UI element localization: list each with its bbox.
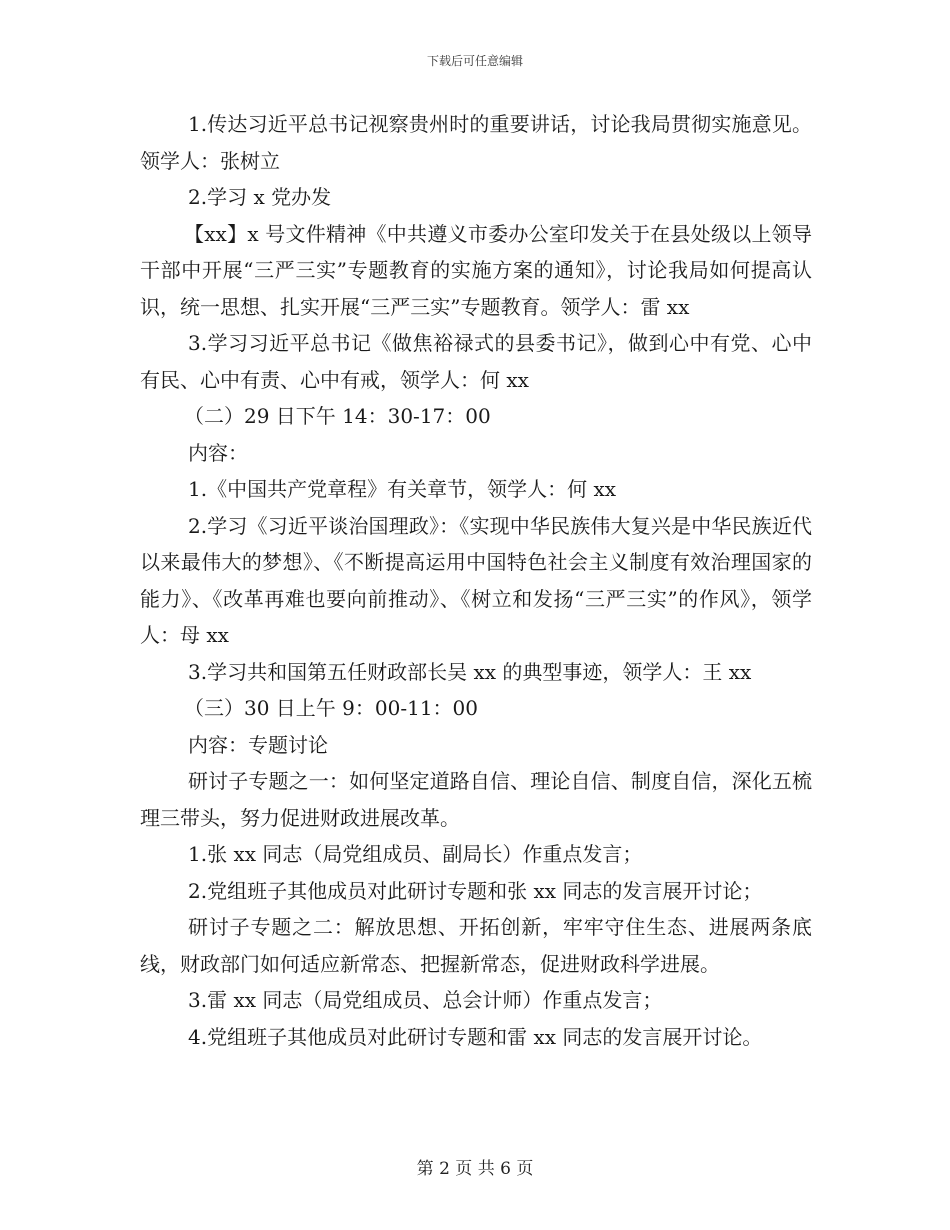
- paragraph: （二）29 日下午 14：30-17：00: [184, 404, 491, 428]
- paragraph: 内容：专题讨论: [188, 732, 328, 757]
- paragraph: 2.学习 x 党办发: [188, 185, 332, 209]
- paragraph: 3.学习共和国第五任财政部长吴 xx 的典型事迹，领学人：王 xx: [188, 659, 752, 684]
- paragraph: 内容：: [188, 440, 248, 465]
- paragraph: 1.《中国共产党章程》有关章节，领学人：何 xx: [188, 477, 616, 501]
- paragraph: 3.学习习近平总书记《做焦裕禄式的县委书记》，做到心中有党、心中有民、心中有责、心中有戒，领学人：何 xx: [140, 331, 812, 392]
- paragraph: 1.张 xx 同志（局党组成员、副局长）作重点发言；: [188, 842, 643, 866]
- paragraph: 研讨子专题之二：解放思想、开拓创新，牢牢守住生态、进展两条底线，财政部门如何适应新常态、把握新常态，促进财政科学进展。: [140, 915, 812, 976]
- paragraph: 1.传达习近平总书记视察贵州时的重要讲话，讨论我局贯彻实施意见。领学人：张树立: [140, 112, 812, 173]
- document-body: [140, 106, 812, 1055]
- paragraph: 4.党组班子其他成员对此研讨专题和雷 xx 同志的发言展开讨论。: [188, 1024, 763, 1049]
- paragraph: 【xx】x 号文件精神《中共遵义市委办公室印发关于在县处级以上领导干部中开展“三严三实”专题教育的实施方案的通知》，讨论我局如何提高认识，统一思想、扎实开展“三严三实”专题教育。领学人：雷 xx: [140, 221, 812, 319]
- paragraph: 研讨子专题之一：如何坚定道路自信、理论自信、制度自信，深化五梳理三带头，努力促进财政进展改革。: [140, 769, 812, 830]
- paragraph: （三）30 日上午 9：00-11：00: [184, 696, 478, 720]
- page-footer: 第 2 页 共 6 页: [416, 1159, 534, 1179]
- paragraph: 2.学习《习近平谈治国理政》：《实现中华民族伟大复兴是中华民族近代以来最伟大的梦想》、《不断提高运用中国特色社会主义制度有效治理国家的能力》、《改革再难也要向前推动》、《树立和发扬“三严三实”的作风》，领学人：母 xx: [140, 513, 812, 647]
- page-header: 下载后可任意编辑: [426, 54, 523, 68]
- paragraph: 2.党组班子其他成员对此研讨专题和张 xx 同志的发言展开讨论；: [188, 878, 763, 903]
- paragraph: 3.雷 xx 同志（局党组成员、总会计师）作重点发言；: [188, 988, 663, 1012]
